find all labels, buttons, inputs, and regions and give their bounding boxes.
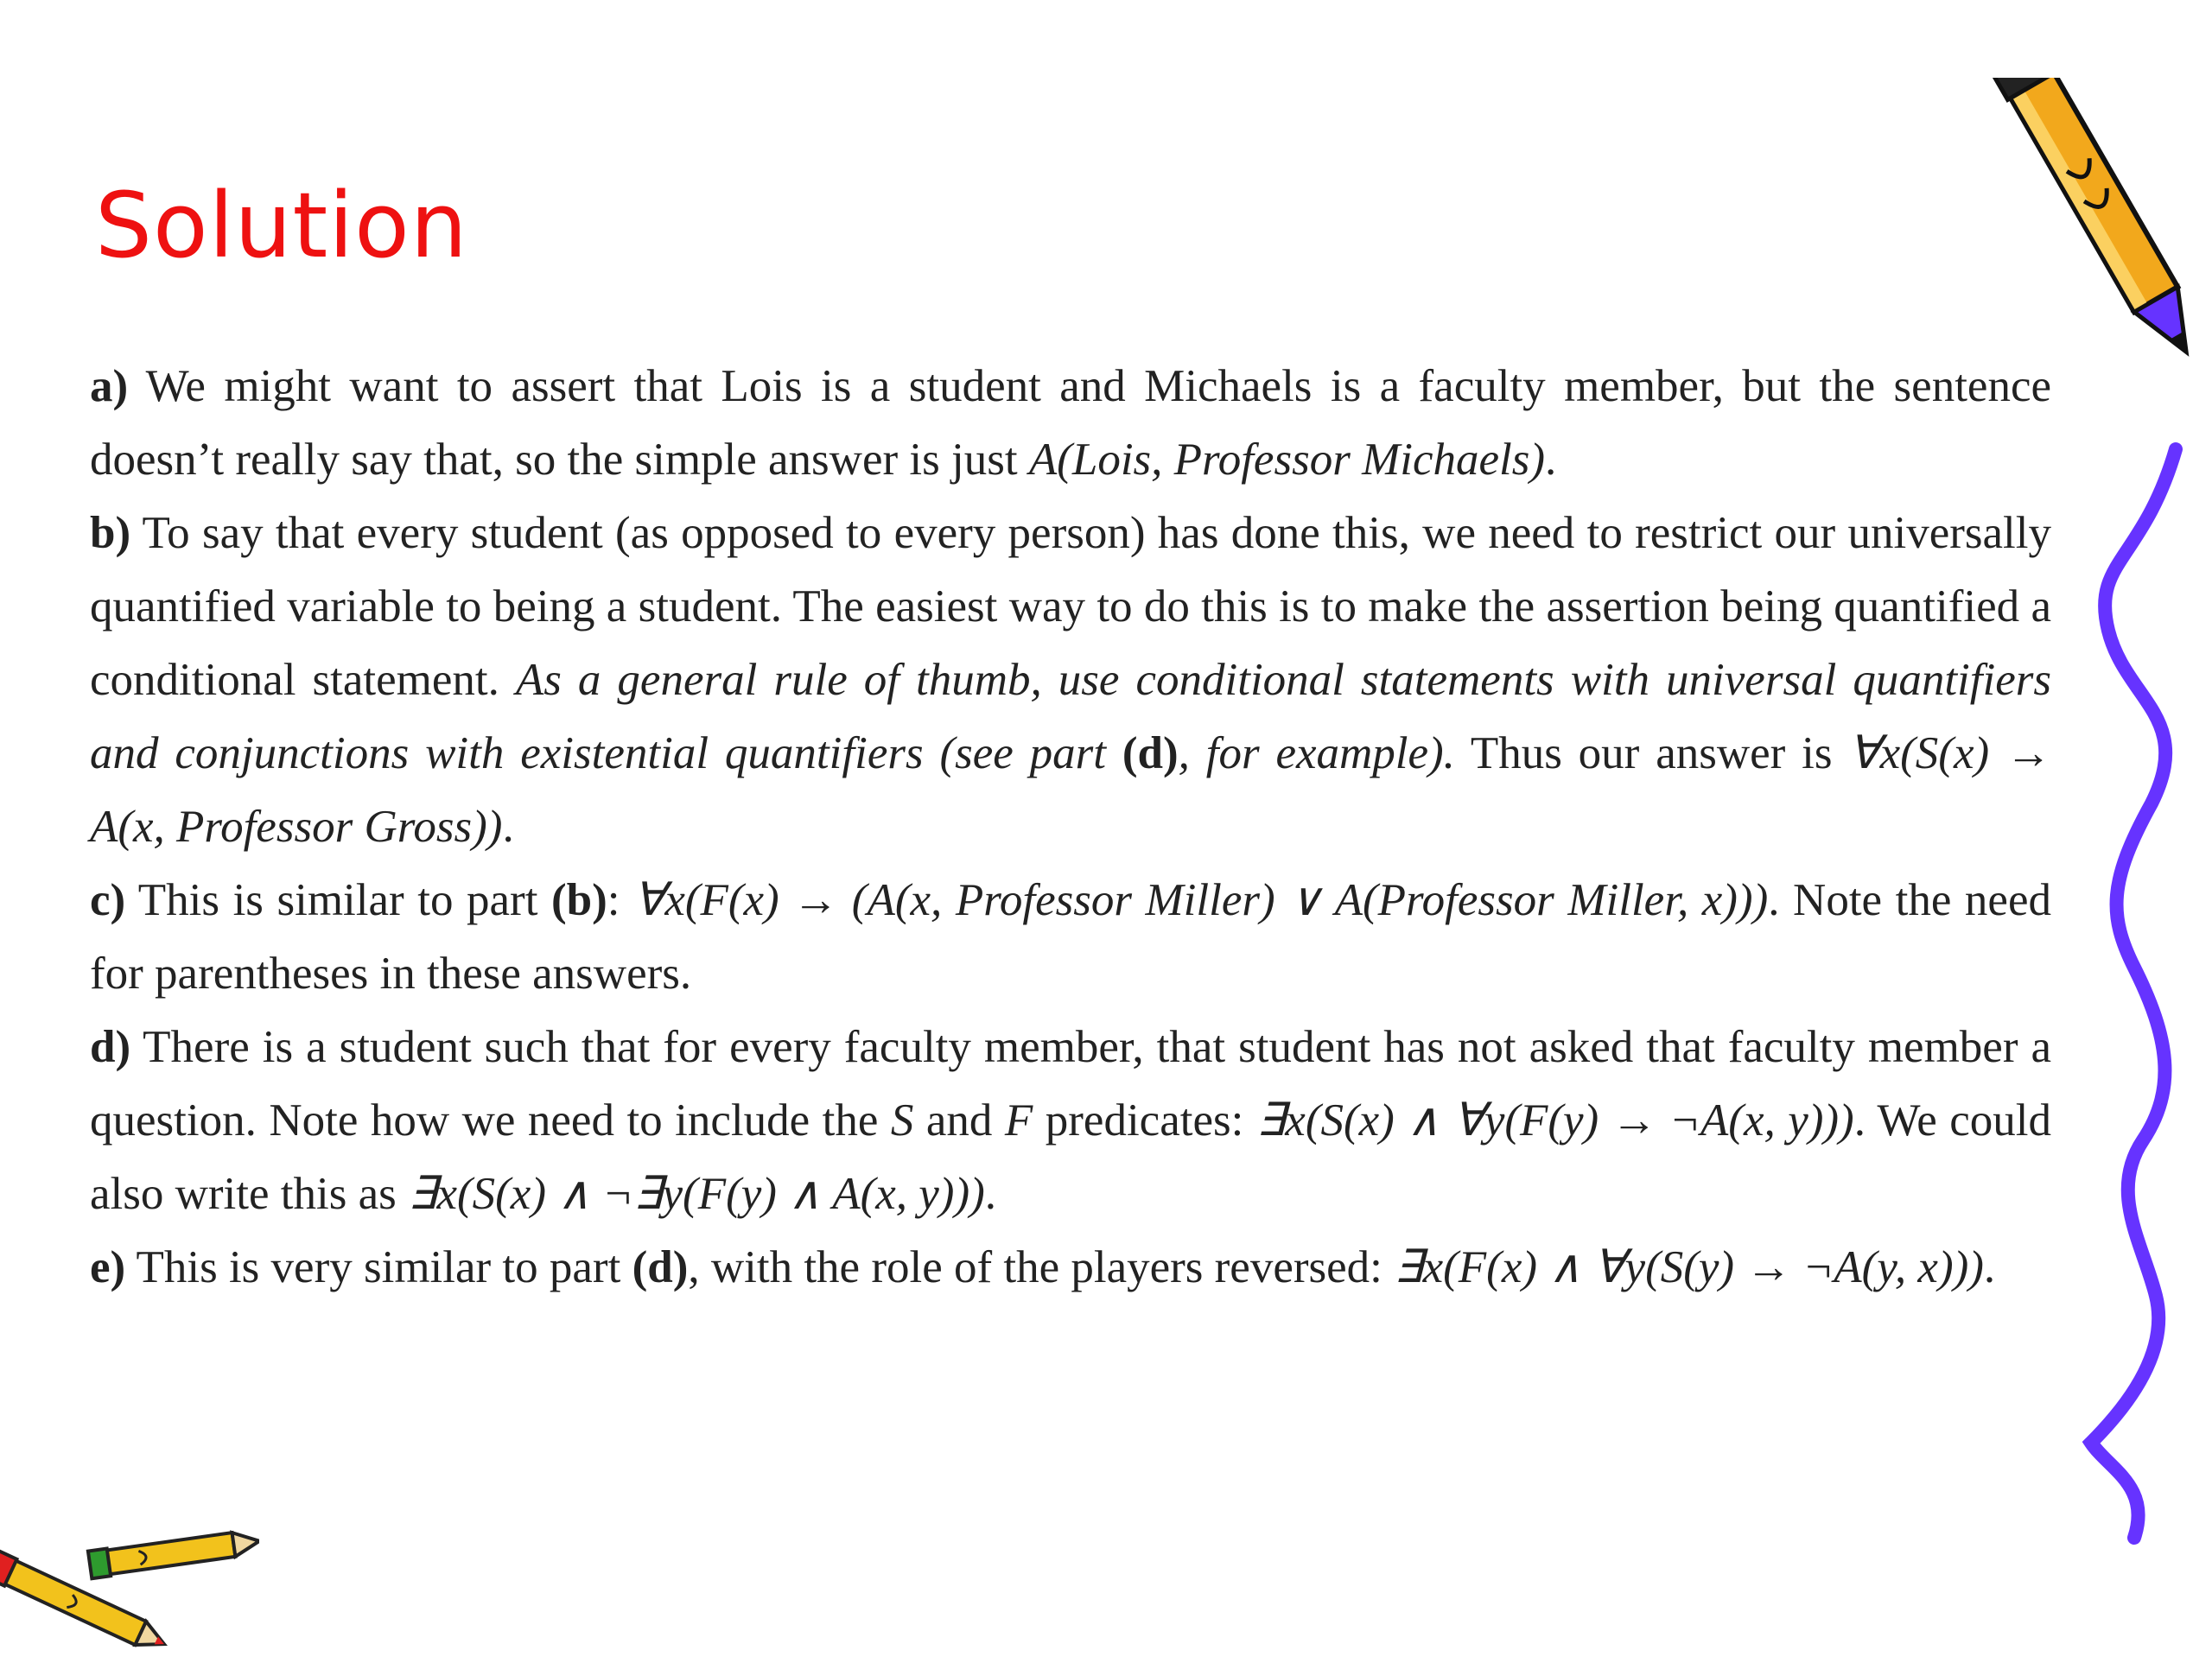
slide-title: Solution — [95, 173, 468, 278]
part-text: To say that every student (as opposed to every person) has done this, we need to restrict our universally quantified variable to being a student. The easiest way to do this is to make the assertion being quantified a conditional statement. — [90, 508, 2051, 705]
wavy-line-decoration — [2074, 432, 2203, 1555]
part-label: d) — [90, 1022, 131, 1072]
solution-part-a — [90, 350, 2051, 497]
solution-part-b — [90, 497, 2051, 864]
rule-of-thumb-text: As a general rule of thumb, use conditional statements with universal quantifiers and conjunctions with existential quantifiers (see part — [90, 655, 2051, 778]
part-text: predicates: — [1033, 1095, 1256, 1146]
rule-of-thumb-text: , for example). — [1178, 728, 1455, 778]
part-text: Thus our answer is — [1454, 728, 1849, 778]
solution-part-c — [90, 864, 2051, 1011]
formula: ∀x(S(x) → A(x, Professor Gross)) — [90, 728, 2051, 852]
formula: ∀x(F(x) → (A(x, Professor Miller) ∨ A(Professor Miller, x))) — [633, 875, 1769, 925]
part-text: and — [913, 1095, 1005, 1146]
predicate-symbol: S — [890, 1095, 914, 1146]
part-label: c) — [90, 875, 126, 925]
crossed-pencils-icon — [0, 1507, 259, 1663]
solution-body — [90, 350, 2051, 1304]
part-text: This is very similar to part — [125, 1242, 632, 1292]
part-reference: (d) — [632, 1242, 689, 1292]
formula: ∃x(S(x) ∧ ∀y(F(y) → ¬A(x, y))) — [1255, 1095, 1854, 1146]
solution-part-d — [90, 1011, 2051, 1231]
part-reference: (b) — [550, 875, 607, 925]
part-text: . — [1545, 435, 1557, 485]
part-label: a) — [90, 361, 129, 411]
formula: ∃x(S(x) ∧ ¬∃y(F(y) ∧ A(x, y))) — [408, 1169, 985, 1219]
formula: A(Lois, Professor Michaels) — [1028, 435, 1545, 485]
pencil-icon — [1983, 78, 2208, 432]
part-text: There is a student such that for every faculty member, that student has not asked that faculty member a question. Note how we need to include the — [90, 1022, 2051, 1146]
part-text: This is similar to part — [125, 875, 551, 925]
part-text: . — [502, 802, 514, 852]
part-text: . — [1983, 1242, 1996, 1292]
part-text: , with the role of the players reversed: — [688, 1242, 1395, 1292]
part-label: b) — [90, 508, 131, 558]
part-text: . — [984, 1169, 997, 1219]
predicate-symbol: F — [1004, 1095, 1033, 1146]
part-reference: (d) — [1122, 728, 1179, 778]
part-text: . Note the need for parentheses in these answers. — [90, 875, 2051, 999]
part-text: . We could also write this as — [90, 1095, 2052, 1219]
formula: ∃x(F(x) ∧ ∀y(S(y) → ¬A(y, x))) — [1394, 1242, 1984, 1292]
part-text: : — [607, 875, 634, 925]
part-label: e) — [90, 1242, 126, 1292]
solution-part-e — [90, 1231, 2051, 1304]
part-text: We might want to assert that Lois is a student and Michaels is a faculty member, but the sentence doesn’t really say that, so the simple answer is just — [90, 361, 2051, 485]
